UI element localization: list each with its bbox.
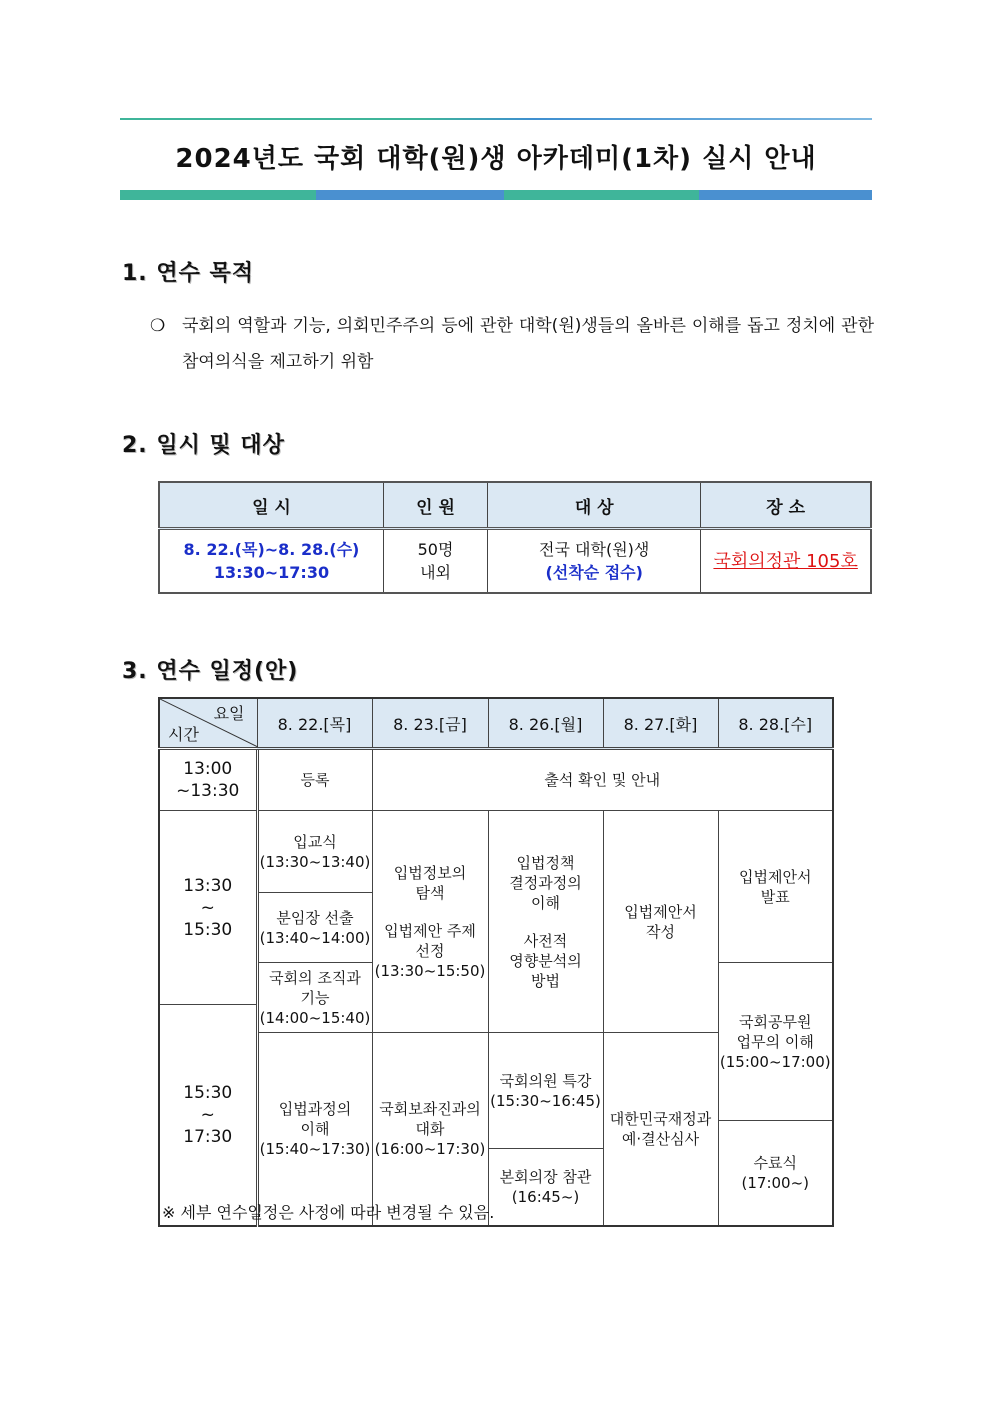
time-slot-2: 13:30 ~ 15:30 (159, 811, 257, 1005)
corner-cell: 요일 시간 (159, 698, 257, 749)
header-date: 일 시 (159, 482, 383, 529)
cell-people: 50명 내외 (383, 529, 487, 594)
header-venue: 장 소 (701, 482, 871, 529)
assembly-organization-cell: 국회의 조직과 기능 (14:00~15:40) (257, 963, 372, 1033)
purpose-paragraph (150, 308, 874, 380)
day-header: 8. 27.[화] (603, 698, 718, 749)
day-header: 8. 23.[금] (372, 698, 488, 749)
section2-heading: 2. 일시 및 대상 (122, 433, 285, 458)
day-header: 8. 22.[목] (257, 698, 372, 749)
registration-cell: 등록 (257, 749, 372, 811)
civil-servant-work-cell: 국회공무원 업무의 이해 (15:00~17:00) (718, 963, 833, 1121)
finance-budget-cell: 대한민국재정과 예·결산심사 (603, 1033, 718, 1226)
legislative-info-cell: 입법정보의 탐색 입법제안 주제 선정 (13:30~15:50) (372, 811, 488, 1033)
day-header: 8. 28.[수] (718, 698, 833, 749)
title-color-bar (120, 190, 872, 200)
schedule-note: ※ 세부 연수일정은 사정에 따라 변경될 수 있음. (162, 1203, 495, 1222)
plenary-visit-cell: 본회의장 참관 (16:45~) (488, 1149, 603, 1226)
time-slot-3: 15:30 ~ 17:30 (159, 1005, 257, 1226)
time-slot-1: 13:00 ~13:30 (159, 749, 257, 811)
opening-ceremony-cell: 입교식 (13:30~13:40) (257, 811, 372, 893)
closing-ceremony-cell: 수료식 (17:00~) (718, 1121, 833, 1226)
section3-heading: 3. 연수 일정(안) (122, 659, 299, 684)
title-top-rule (120, 118, 872, 120)
policy-decision-cell: 입법정책 결정과정의 이해 사전적 영향분석의 방법 (488, 811, 603, 1033)
day-header: 8. 26.[월] (488, 698, 603, 749)
section1-heading: 1. 연수 목적 (122, 261, 254, 286)
page-title: 2024년도 국회 대학(원)생 아카데미(1차) 실시 안내 (175, 144, 817, 174)
schedule-summary-table (158, 481, 872, 594)
training-schedule-table (158, 697, 834, 1227)
chair-election-cell: 분임장 선출 (13:40~14:00) (257, 893, 372, 963)
draft-proposal-cell: 입법제안서 작성 (603, 811, 718, 1033)
cell-venue: 국회의정관 105호 (701, 529, 871, 594)
cell-date: 8. 22.(목)~8. 28.(수) 13:30~17:30 (159, 529, 383, 594)
attendance-cell: 출석 확인 및 안내 (372, 749, 833, 811)
header-target: 대 상 (488, 482, 701, 529)
bullet-circle-icon: ❍ (150, 316, 166, 336)
header-people: 인 원 (383, 482, 487, 529)
purpose-text: 국회의 역할과 기능, 의회민주주의 등에 관한 대학(원)생들의 올바른 이해를 돕고 정치에 관한 참여의식을 제고하기 위함 (182, 316, 874, 372)
cell-target: 전국 대학(원)생 (선착순 접수) (488, 529, 701, 594)
legislative-process-cell: 입법과정의 이해 (15:40~17:30) (257, 1033, 372, 1226)
present-proposal-cell: 입법제안서 발표 (718, 811, 833, 963)
aide-dialogue-cell: 국회보좌진과의 대화 (16:00~17:30) (372, 1033, 488, 1226)
lawmaker-lecture-cell: 국회의원 특강 (15:30~16:45) (488, 1033, 603, 1149)
